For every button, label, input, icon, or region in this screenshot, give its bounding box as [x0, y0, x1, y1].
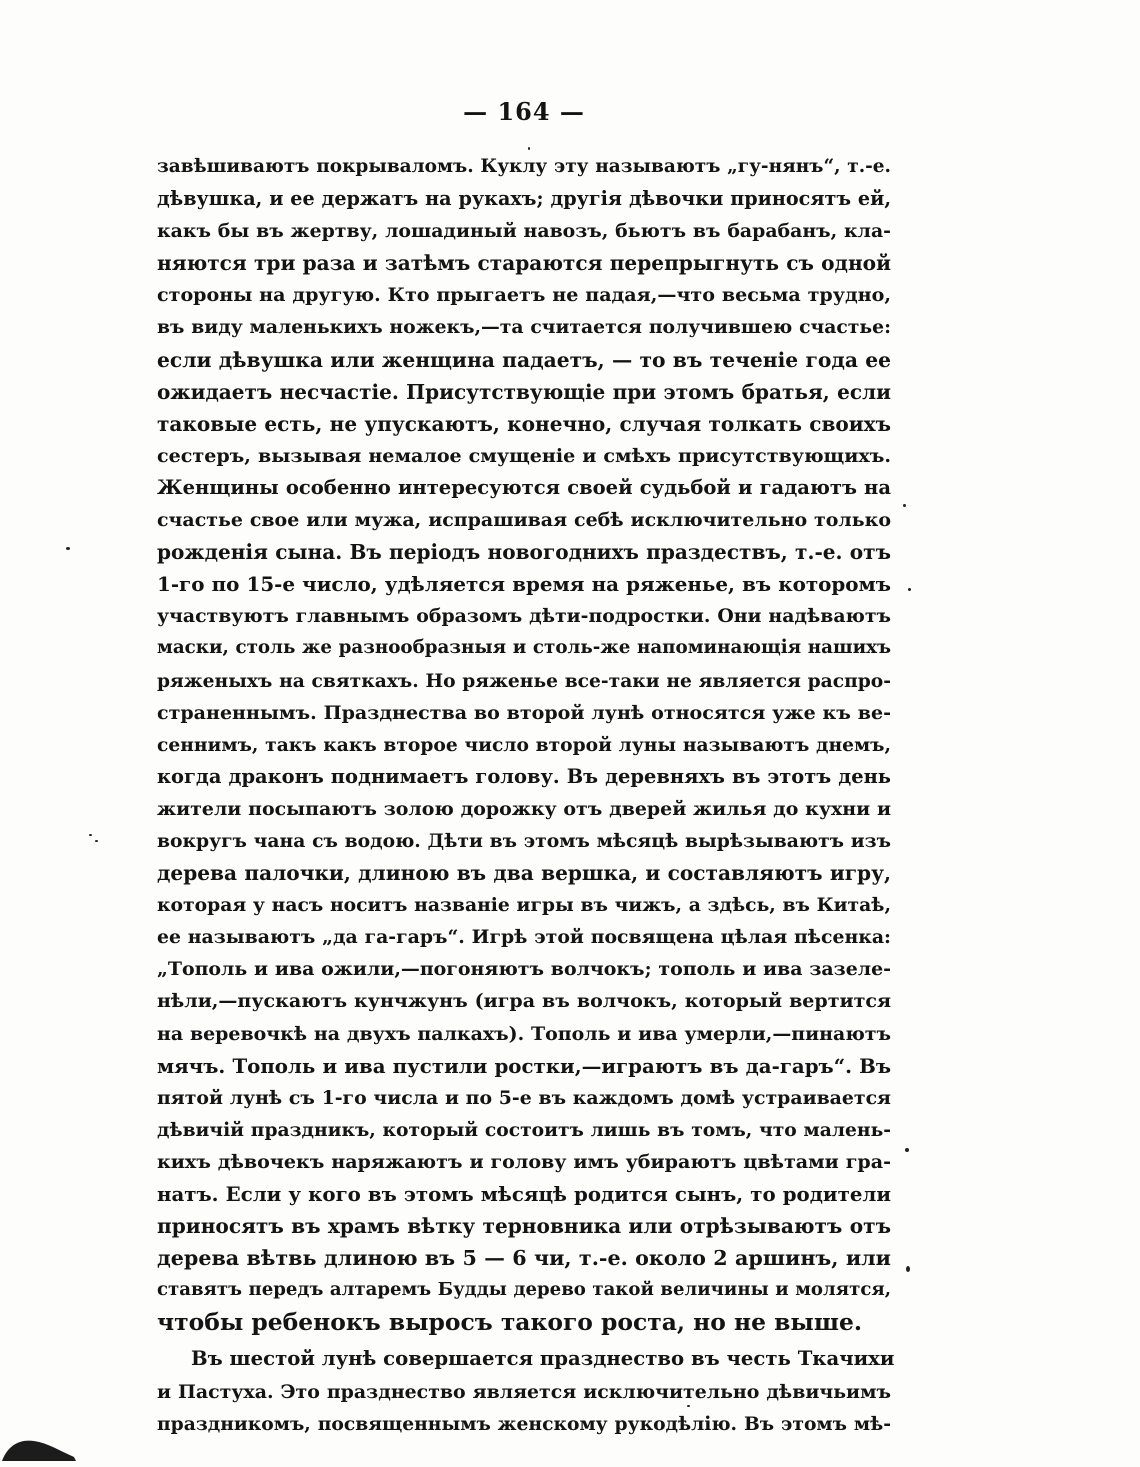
text-line: мячъ. Тополь и ива пустили ростки,—играютъ въ да-гаръ“. Въ [157, 1053, 891, 1078]
scan-speck [89, 834, 92, 836]
text-line: и Пастуха. Это празднество является исключительно дѣвичьимъ [157, 1380, 891, 1403]
text-line: маски, столь же разнообразныя и столь-же напоминающія нашихъ [157, 637, 891, 659]
text-line: праздникомъ, посвященнымъ женскому рукодѣлію. Въ этомъ мѣ- [157, 1412, 891, 1435]
scan-speck [528, 147, 530, 150]
text-line: ожидаетъ несчастіе. Присутствующіе при этомъ братья, если [157, 379, 891, 404]
text-line: жители посыпаютъ золою дорожку отъ дверей жилья до кухни и [157, 797, 891, 820]
scan-speck [908, 588, 911, 591]
text-line: дерева палочки, длиною въ два вершка, и составляютъ игру, [157, 861, 891, 886]
body-text [157, 151, 895, 1440]
text-line-paragraph-end: чтобы ребенокъ выросъ такого роста, но не выше. [157, 1308, 863, 1337]
text-line: вокругъ чана съ водою. Дѣти въ этомъ мѣсяцѣ вырѣзываютъ изъ [157, 829, 891, 852]
text-line: завѣшиваютъ покрываломъ. Куклу эту называютъ „гу-нянъ“, т.-е. [157, 156, 891, 177]
scan-speck [95, 840, 98, 842]
text-line: няются три раза и затѣмъ стараются перепрыгнуть съ одной [157, 251, 891, 276]
text-line: на веревочкѣ на двухъ палкахъ). Тополь и ива умерли,—пинаютъ [157, 1022, 891, 1045]
text-line: дерева вѣтвь длиною въ 5 — 6 чи, т.-е. около 2 аршинъ, или [157, 1246, 891, 1271]
text-line: въ виду маленькихъ ножекъ,—та считается получившею счастье: [157, 316, 891, 339]
scan-speck [905, 1148, 909, 1152]
scan-speck [66, 547, 70, 550]
text-line: нѣли,—пускаютъ кунчжунъ (игра въ волчокъ, который вертится [157, 990, 891, 1013]
text-line: какъ бы въ жертву, лошадиный навозъ, бьютъ въ барабанъ, кла- [157, 220, 891, 243]
scan-speck [687, 1405, 690, 1407]
text-line: ее называютъ „да га-гаръ“. Игрѣ этой посвящена цѣлая пѣсенка: [157, 926, 891, 949]
text-line: 1-го по 15-е число, удѣляется время на ряженье, въ которомъ [157, 572, 891, 597]
text-line: если дѣвушка или женщина падаетъ, — то въ теченіе года ее [157, 347, 891, 372]
text-line: приносятъ въ храмъ вѣтку терновника или отрѣзываютъ отъ [157, 1214, 891, 1239]
text-line: счастье свое или мужа, испрашивая себѣ исключительно только [157, 509, 891, 532]
page-number: — 164 — [463, 97, 585, 126]
scan-speck [906, 1266, 910, 1272]
text-line: ряженыхъ на святкахъ. Но ряженье все-таки не является распро- [157, 669, 891, 692]
text-line: натъ. Если у кого въ этомъ мѣсяцѣ родится сынъ, то родители [157, 1182, 891, 1206]
text-line: участвуютъ главнымъ образомъ дѣти-подростки. Они надѣваютъ [157, 605, 891, 628]
text-line: страненнымъ. Празднества во второй лунѣ относятся уже къ ве- [157, 701, 891, 724]
text-line: стороны на другую. Кто прыгаетъ не падая,—что весьма трудно, [157, 284, 891, 307]
text-line: которая у насъ носитъ названіе игры въ чижъ, а здѣсь, въ Китаѣ, [157, 894, 891, 917]
text-line: пятой лунѣ съ 1-го числа и по 5-е въ каждомъ домѣ устраивается [157, 1086, 891, 1109]
scan-smudge [0, 1425, 80, 1463]
text-line: дѣвушка, и ее держатъ на рукахъ; другія дѣвочки приносятъ ей, [157, 187, 891, 211]
text-line-paragraph-start: Въ шестой лунѣ совершается празднество въ честь Ткачихи [191, 1347, 895, 1371]
text-line: Женщины особенно интересуются своей судьбой и гадаютъ на [157, 475, 891, 499]
text-line: ставятъ передъ алтаремъ Будды дерево такой величины и молятся, [157, 1279, 891, 1301]
scan-speck [903, 504, 906, 507]
text-line: сеннимъ, такъ какъ второе число второй луны называютъ днемъ, [157, 733, 891, 756]
text-line: „Тополь и ива ожили,—погоняютъ волчокъ; тополь и ива зазеле- [157, 958, 891, 981]
text-line: когда драконъ поднимаетъ голову. Въ деревняхъ въ этотъ день [157, 764, 891, 788]
text-line: рожденія сына. Въ періодъ новогоднихъ праздествъ, т.-е. отъ [157, 540, 891, 565]
text-line: сестеръ, вызывая немалое смущеніе и смѣхъ присутствующихъ. [157, 443, 891, 467]
text-line: дѣвичій праздникъ, который состоитъ лишь въ томъ, что малень- [157, 1118, 891, 1141]
text-line: кихъ дѣвочекъ наряжаютъ и голову имъ убираютъ цвѣтами гра- [157, 1150, 891, 1173]
text-line: таковые есть, не упускаютъ, конечно, случая толкать своихъ [157, 411, 891, 436]
